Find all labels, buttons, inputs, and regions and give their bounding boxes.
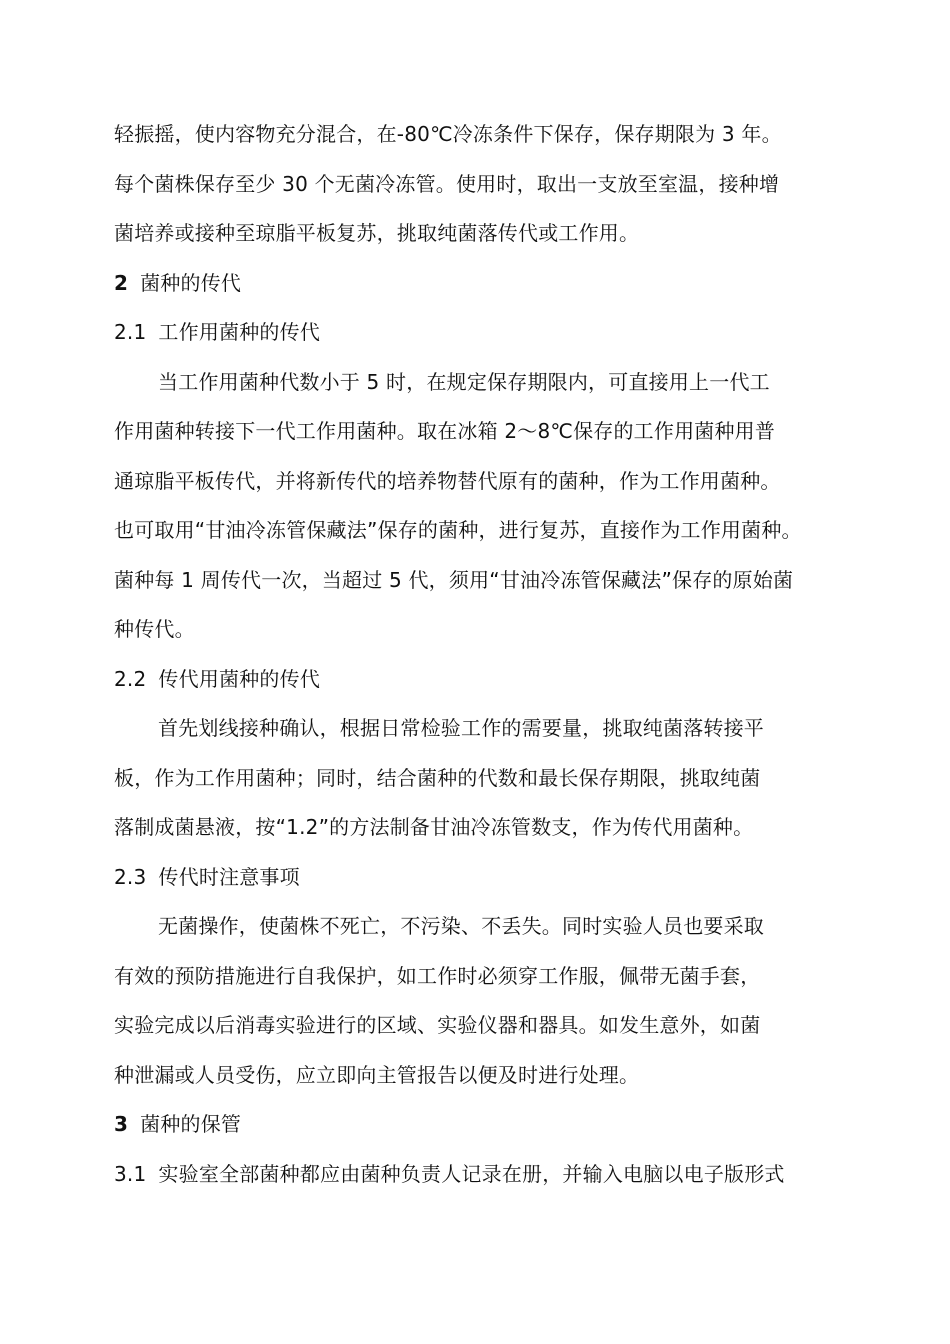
paragraph-line: 有效的预防措施进行自我保护，如工作时必须穿工作服，佩带无菌手套， [114, 963, 761, 988]
paragraph-line: 菌培养或接种至琼脂平板复苏，挑取纯菌落传代或工作用。 [114, 221, 640, 245]
paragraph-line: 实验完成以后消毒实验进行的区域、实验仪器和器具。如发生意外，如菌 [114, 1013, 761, 1037]
paragraph-line: 种传代。 [114, 617, 195, 641]
section-number: 2.1 [114, 320, 147, 344]
paragraph-line: 每个菌株保存至少 30 个无菌冷冻管。使用时，取出一支放至室温，接种增 [114, 171, 780, 196]
paragraph-line: 种泄漏或人员受伤，应立即向主管报告以便及时进行处理。 [114, 1062, 640, 1087]
paragraph-line: 首先划线接种确认，根据日常检验工作的需要量，挑取纯菌落转接平 [158, 716, 764, 740]
section-title: 菌种的传代 [140, 270, 242, 295]
paragraph-line: 板，作为工作用菌种；同时，结合菌种的代数和最长保存期限，挑取纯菌 [114, 765, 761, 790]
document-body [114, 110, 838, 1199]
paragraph-text: 实验室全部菌种都应由菌种负责人记录在册，并输入电脑以电子版形式 [158, 1161, 785, 1186]
section-heading-3-1 [114, 1150, 838, 1200]
paragraph-line: 落制成菌悬液，按“1.2”的方法制备甘油冷冻管数支，作为传代用菌种。 [114, 815, 754, 839]
section-heading-2-2 [114, 655, 838, 705]
section-title: 工作用菌种的传代 [158, 320, 321, 344]
section-heading-3 [114, 1100, 838, 1150]
section-number: 2.3 [114, 864, 147, 889]
section-number: 2 [114, 270, 129, 295]
section-number: 3.1 [114, 1161, 147, 1186]
paragraph-line: 通琼脂平板传代，并将新传代的培养物替代原有的菌种，作为工作用菌种。 [114, 468, 781, 493]
section-title: 菌种的保管 [140, 1112, 242, 1136]
paragraph-line: 作用菌种转接下一代工作用菌种。取在冰箱 2～8℃保存的工作用菌种用普 [114, 419, 776, 443]
section-number: 2.2 [114, 666, 147, 691]
paragraph-line: 轻振摇，使内容物充分混合，在-80℃冷冻条件下保存，保存期限为 3 年。 [114, 122, 782, 146]
paragraph-line: 当工作用菌种代数小于 5 时，在规定保存期限内，可直接用上一代工 [158, 369, 770, 394]
section-title: 传代用菌种的传代 [158, 666, 321, 691]
section-number: 3 [114, 1112, 129, 1136]
section-heading-2 [114, 259, 838, 309]
paragraph-line: 无菌操作，使菌株不死亡，不污染、不丢失。同时实验人员也要采取 [158, 914, 764, 938]
section-heading-2-3 [114, 853, 838, 903]
paragraph-line: 菌种每 1 周传代一次，当超过 5 代，须用“甘油冷冻管保藏法”保存的原始菌 [114, 567, 794, 592]
section-heading-2-1 [114, 308, 838, 358]
section-title: 传代时注意事项 [158, 864, 300, 889]
paragraph-line: 也可取用“甘油冷冻管保藏法”保存的菌种，进行复苏，直接作为工作用菌种。 [114, 518, 802, 542]
